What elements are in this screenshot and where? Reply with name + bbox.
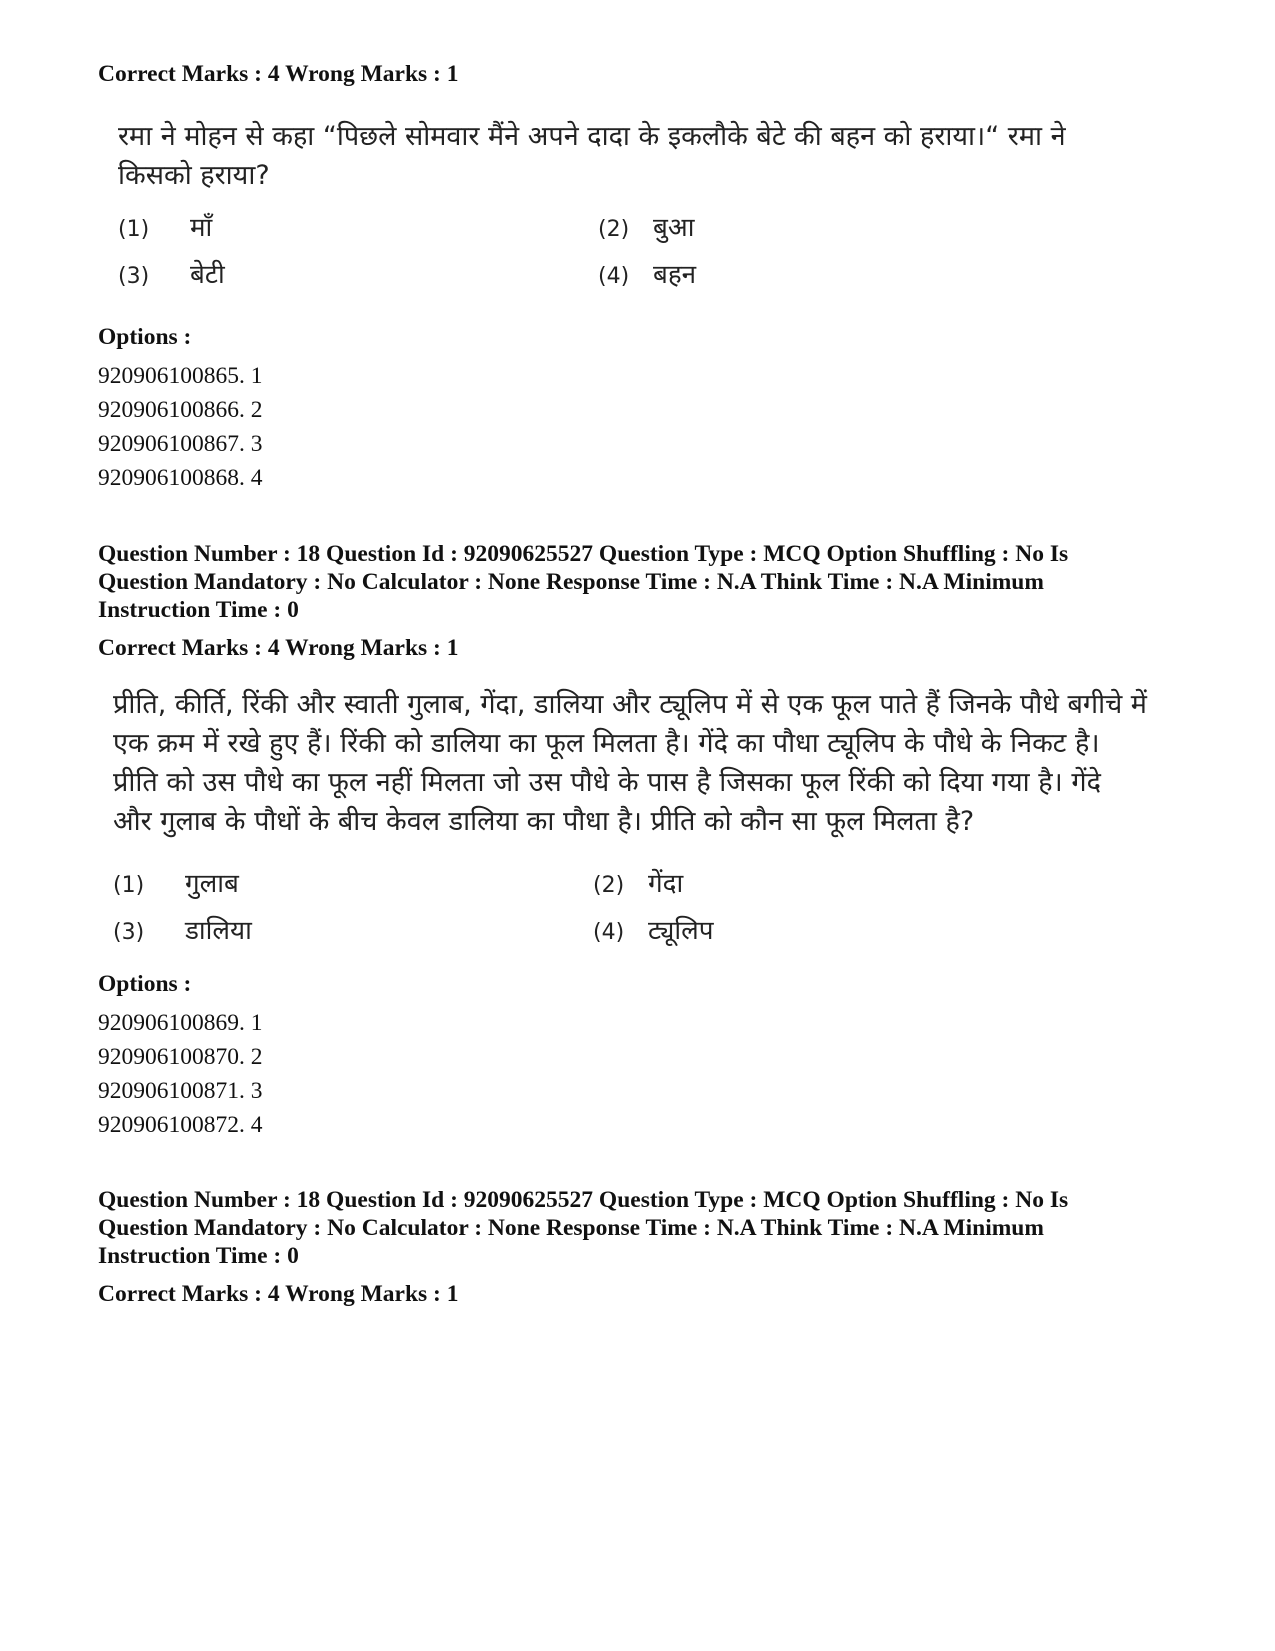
- option-id: 920906100870. 2: [98, 1044, 263, 1070]
- choice-text: बुआ: [653, 213, 695, 243]
- options-list: [98, 359, 263, 495]
- question-line: किसको हराया?: [118, 160, 270, 191]
- choice-text: माँ: [190, 213, 213, 243]
- answer-choice: [118, 212, 212, 246]
- choice-number: (2): [598, 217, 630, 242]
- option-id: 920906100871. 3: [98, 1078, 263, 1104]
- option-id: 920906100869. 1: [98, 1010, 263, 1036]
- option-id: 920906100865. 1: [98, 363, 263, 389]
- question-header: [98, 1186, 1068, 1270]
- options-label: Options :: [98, 324, 192, 350]
- option-id: 920906100868. 4: [98, 465, 263, 491]
- choice-text: बहन: [653, 260, 697, 290]
- header-line: Question Number : 18 Question Id : 92090625527 Question Type : MCQ Option Shuffling : No Is: [98, 541, 1069, 567]
- answer-choice: [118, 259, 225, 293]
- answer-choice: [598, 259, 696, 293]
- header-line: Instruction Time : 0: [98, 1243, 299, 1269]
- question-line: रमा ने मोहन से कहा “पिछले सोमवार मैंने अपने दादा के इकलौके बेटे की बहन को हराया।“ रमा ने: [118, 121, 1066, 152]
- question-line: प्रीति, कीर्ति, रिंकी और स्वाती गुलाब, गेंदा, डालिया और ट्यूलिप में से एक फूल पाते हैं जिनके पौधे बगीचे में: [113, 689, 1147, 720]
- choice-number: (3): [113, 920, 145, 945]
- choice-number: (4): [593, 920, 625, 945]
- option-id: 920906100867. 3: [98, 431, 263, 457]
- question-line: प्रीति को उस पौधे का फूल नहीं मिलता जो उस पौधे के पास है जिसका फूल रिंकी को दिया गया है। गेंदे: [113, 767, 1101, 798]
- header-line: Question Mandatory : No Calculator : None Response Time : N.A Think Time : N.A Minimum: [98, 569, 1044, 595]
- header-line: Instruction Time : 0: [98, 597, 299, 623]
- choice-text: गुलाब: [185, 869, 239, 899]
- options-list: [98, 1006, 263, 1142]
- choice-number: (3): [118, 264, 150, 289]
- options-label: Options :: [98, 971, 192, 997]
- choice-number: (1): [118, 217, 150, 242]
- question-text: [118, 117, 1066, 195]
- question-text: [113, 685, 1147, 841]
- choice-number: (4): [598, 264, 630, 289]
- header-line: Question Mandatory : No Calculator : None Response Time : N.A Think Time : N.A Minimum: [98, 1215, 1044, 1241]
- answer-choice: [113, 915, 252, 949]
- choice-text: ट्यूलिप: [648, 916, 714, 946]
- option-id: 920906100866. 2: [98, 397, 263, 423]
- choice-text: बेटी: [190, 260, 225, 290]
- answer-choice: [593, 915, 714, 949]
- choice-number: (2): [593, 873, 625, 898]
- marks-line: Correct Marks : 4 Wrong Marks : 1: [98, 635, 459, 661]
- option-id: 920906100872. 4: [98, 1112, 263, 1138]
- choice-text: गेंदा: [648, 869, 684, 899]
- question-line: और गुलाब के पौधों के बीच केवल डालिया का पौधा है। प्रीति को कौन सा फूल मिलता है?: [113, 806, 975, 837]
- marks-line: Correct Marks : 4 Wrong Marks : 1: [98, 1281, 459, 1307]
- answer-choice: [598, 212, 694, 246]
- question-header: [98, 540, 1068, 624]
- choice-number: (1): [113, 873, 145, 898]
- answer-choice: [113, 868, 239, 902]
- choice-text: डालिया: [185, 916, 252, 946]
- header-line: Question Number : 18 Question Id : 92090625527 Question Type : MCQ Option Shuffling : No Is: [98, 1187, 1069, 1213]
- answer-choice: [593, 868, 683, 902]
- question-line: एक क्रम में रखे हुए हैं। रिंकी को डालिया का फूल मिलता है। गेंदे का पौधा ट्यूलिप के पौधे के निकट है।: [113, 728, 1100, 759]
- marks-line: Correct Marks : 4 Wrong Marks : 1: [98, 61, 459, 87]
